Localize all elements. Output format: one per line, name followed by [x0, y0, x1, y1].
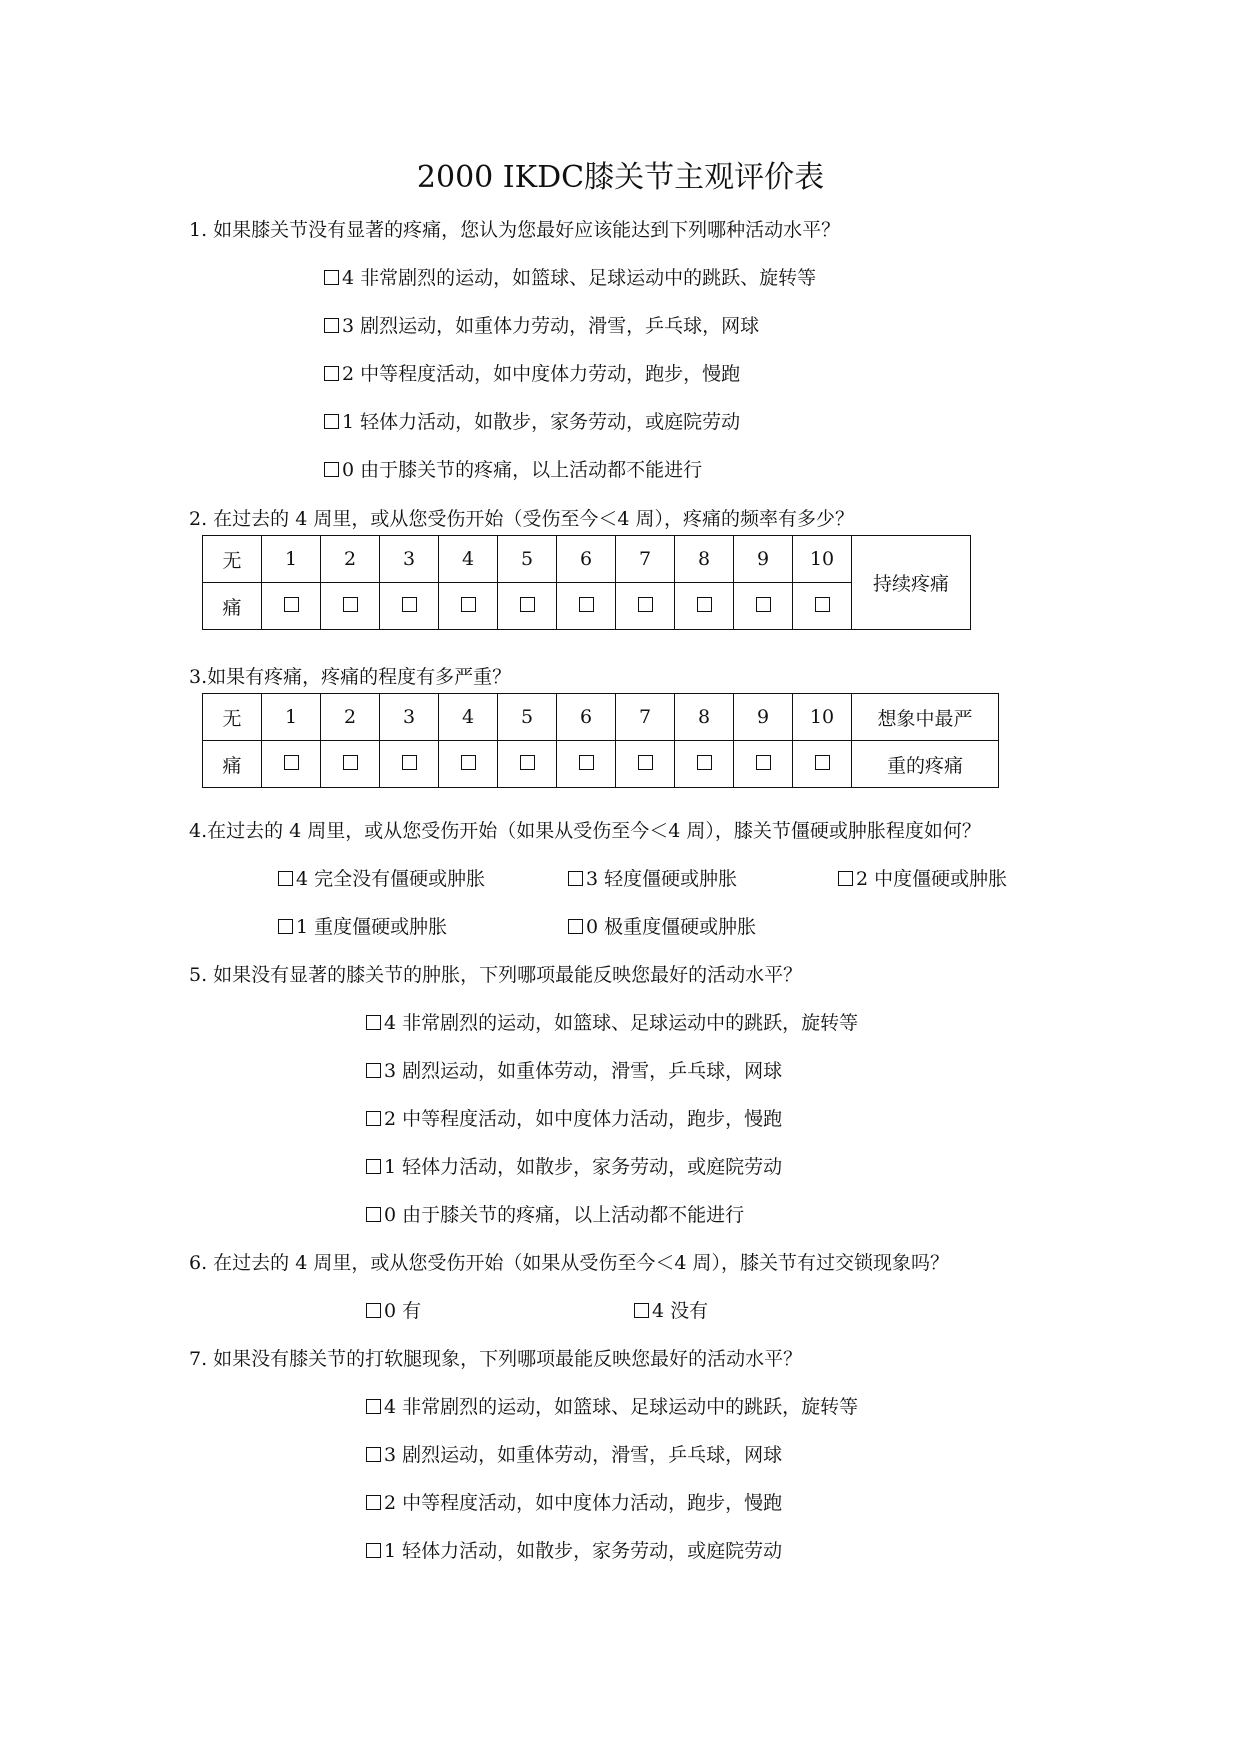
checkbox[interactable] — [461, 755, 476, 770]
q5-option-3[interactable]: 3 剧烈运动，如重体劳动，滑雪，乒乓球，网球 — [366, 1058, 782, 1084]
checkbox[interactable] — [324, 270, 339, 285]
q7-option-1[interactable]: 1 轻体力活动，如散步，家务劳动，或庭院劳动 — [366, 1538, 782, 1564]
checkbox[interactable] — [568, 871, 583, 886]
checkbox[interactable] — [638, 597, 653, 612]
scale-number: 4 — [439, 694, 498, 741]
scale-number: 9 — [734, 694, 793, 741]
scale-number: 5 — [498, 536, 557, 583]
checkbox[interactable] — [366, 1207, 381, 1222]
scale-number: 2 — [321, 694, 380, 741]
scale-cell[interactable] — [380, 583, 439, 630]
scale-number: 1 — [262, 694, 321, 741]
q7-option-3[interactable]: 3 剧烈运动，如重体劳动，滑雪，乒乓球，网球 — [366, 1442, 782, 1468]
checkbox[interactable] — [815, 597, 830, 612]
q4-option-2[interactable]: 2 中度僵硬或肿胀 — [838, 866, 1007, 892]
page-title: 2000 IKDC膝关节主观评价表 — [416, 160, 825, 195]
scale-cell[interactable] — [557, 583, 616, 630]
scale-cell[interactable] — [321, 741, 380, 788]
q5-option-2[interactable]: 2 中等程度活动，如中度体力活动，跑步，慢跑 — [366, 1106, 782, 1132]
scale-cell[interactable] — [793, 583, 852, 630]
scale-cell[interactable] — [439, 583, 498, 630]
q4-option-1[interactable]: 1 重度僵硬或肿胀 — [278, 914, 447, 940]
question-2: 2. 在过去的 4 周里，或从您受伤开始（受伤至今＜4 周），疼痛的频率有多少？ — [189, 508, 854, 530]
checkbox[interactable] — [366, 1495, 381, 1510]
checkbox[interactable] — [697, 597, 712, 612]
scale-number: 7 — [616, 536, 675, 583]
q4-option-0[interactable]: 0 极重度僵硬或肿胀 — [568, 914, 756, 940]
scale-cell[interactable] — [793, 741, 852, 788]
scale-number: 6 — [557, 536, 616, 583]
checkbox[interactable] — [366, 1159, 381, 1174]
scale-left-label-top: 无 — [203, 536, 262, 583]
q4-option-4[interactable]: 4 完全没有僵硬或肿胀 — [278, 866, 485, 892]
checkbox[interactable] — [402, 755, 417, 770]
checkbox[interactable] — [343, 755, 358, 770]
checkbox[interactable] — [697, 755, 712, 770]
scale-right-label-bottom: 重的疼痛 — [852, 741, 999, 788]
scale-cell[interactable] — [262, 583, 321, 630]
scale-number: 5 — [498, 694, 557, 741]
checkbox[interactable] — [634, 1303, 649, 1318]
question-5: 5. 如果没有显著的膝关节的肿胀，下列哪项最能反映您最好的活动水平？ — [189, 964, 803, 986]
checkbox[interactable] — [284, 597, 299, 612]
scale-cell[interactable] — [557, 741, 616, 788]
scale-number: 6 — [557, 694, 616, 741]
scale-number: 3 — [380, 536, 439, 583]
q5-option-4[interactable]: 4 非常剧烈的运动，如篮球、足球运动中的跳跃，旋转等 — [366, 1010, 858, 1036]
q6-option-4[interactable]: 4 没有 — [634, 1298, 708, 1324]
checkbox[interactable] — [815, 755, 830, 770]
checkbox[interactable] — [638, 755, 653, 770]
checkbox[interactable] — [461, 597, 476, 612]
scale-number: 2 — [321, 536, 380, 583]
checkbox[interactable] — [366, 1063, 381, 1078]
checkbox[interactable] — [343, 597, 358, 612]
scale-number: 10 — [793, 536, 852, 583]
checkbox[interactable] — [520, 755, 535, 770]
question-6: 6. 在过去的 4 周里，或从您受伤开始（如果从受伤至今＜4 周），膝关节有过交锁现象吗？ — [189, 1252, 949, 1274]
scale-cell[interactable] — [734, 741, 793, 788]
checkbox[interactable] — [568, 919, 583, 934]
q7-option-4[interactable]: 4 非常剧烈的运动，如篮球、足球运动中的跳跃，旋转等 — [366, 1394, 858, 1420]
scale-cell[interactable] — [439, 741, 498, 788]
scale-cell[interactable] — [675, 583, 734, 630]
scale-number: 4 — [439, 536, 498, 583]
question-4: 4.在过去的 4 周里，或从您受伤开始（如果从受伤至今＜4 周），膝关节僵硬或肿胀程度如何？ — [189, 820, 981, 842]
q4-option-3[interactable]: 3 轻度僵硬或肿胀 — [568, 866, 737, 892]
question-1: 1. 如果膝关节没有显著的疼痛，您认为您最好应该能达到下列哪种活动水平？ — [189, 219, 841, 241]
q6-option-0[interactable]: 0 有 — [366, 1298, 421, 1324]
q1-option-2[interactable]: 2 中等程度活动，如中度体力劳动，跑步，慢跑 — [324, 361, 740, 387]
scale-number: 8 — [675, 536, 734, 583]
scale-cell[interactable] — [498, 741, 557, 788]
q1-option-4[interactable]: 4 非常剧烈的运动，如篮球、足球运动中的跳跃、旋转等 — [324, 265, 816, 291]
checkbox[interactable] — [324, 462, 339, 477]
checkbox[interactable] — [324, 414, 339, 429]
checkbox[interactable] — [366, 1303, 381, 1318]
scale-cell[interactable] — [262, 741, 321, 788]
scale-cell[interactable] — [675, 741, 734, 788]
checkbox[interactable] — [520, 597, 535, 612]
scale-number: 7 — [616, 694, 675, 741]
q1-option-3[interactable]: 3 剧烈运动，如重体力劳动，滑雪，乒乓球，网球 — [324, 313, 759, 339]
scale-left-label-top: 无 — [203, 694, 262, 741]
scale-left-label-bottom: 痛 — [203, 741, 262, 788]
checkbox[interactable] — [278, 919, 293, 934]
scale-cell[interactable] — [321, 583, 380, 630]
scale-number: 3 — [380, 694, 439, 741]
q7-option-2[interactable]: 2 中等程度活动，如中度体力活动，跑步，慢跑 — [366, 1490, 782, 1516]
checkbox[interactable] — [838, 871, 853, 886]
checkbox[interactable] — [324, 318, 339, 333]
scale-cell[interactable] — [616, 741, 675, 788]
checkbox[interactable] — [579, 597, 594, 612]
q1-option-0[interactable]: 0 由于膝关节的疼痛，以上活动都不能进行 — [324, 457, 702, 483]
checkbox[interactable] — [366, 1399, 381, 1414]
checkbox[interactable] — [366, 1543, 381, 1558]
checkbox[interactable] — [402, 597, 417, 612]
question-7: 7. 如果没有膝关节的打软腿现象，下列哪项最能反映您最好的活动水平？ — [189, 1348, 803, 1370]
question-3: 3.如果有疼痛，疼痛的程度有多严重？ — [189, 666, 512, 688]
scale-cell[interactable] — [734, 583, 793, 630]
q1-option-1[interactable]: 1 轻体力活动，如散步，家务劳动，或庭院劳动 — [324, 409, 740, 435]
scale-number: 8 — [675, 694, 734, 741]
checkbox[interactable] — [366, 1447, 381, 1462]
checkbox[interactable] — [579, 755, 594, 770]
pain-severity-scale — [202, 693, 999, 788]
scale-right-label-top: 想象中最严 — [852, 694, 999, 741]
checkbox[interactable] — [284, 755, 299, 770]
checkbox[interactable] — [366, 1015, 381, 1030]
checkbox[interactable] — [756, 597, 771, 612]
scale-cell[interactable] — [498, 583, 557, 630]
scale-cell[interactable] — [380, 741, 439, 788]
pain-frequency-scale — [202, 535, 971, 630]
checkbox[interactable] — [366, 1111, 381, 1126]
checkbox[interactable] — [756, 755, 771, 770]
scale-number: 9 — [734, 536, 793, 583]
checkbox[interactable] — [324, 366, 339, 381]
q5-option-1[interactable]: 1 轻体力活动，如散步，家务劳动，或庭院劳动 — [366, 1154, 782, 1180]
scale-number: 1 — [262, 536, 321, 583]
scale-left-label-bottom: 痛 — [203, 583, 262, 630]
scale-right-label: 持续疼痛 — [852, 536, 971, 630]
checkbox[interactable] — [278, 871, 293, 886]
scale-number: 10 — [793, 694, 852, 741]
q5-option-0[interactable]: 0 由于膝关节的疼痛，以上活动都不能进行 — [366, 1202, 744, 1228]
scale-cell[interactable] — [616, 583, 675, 630]
